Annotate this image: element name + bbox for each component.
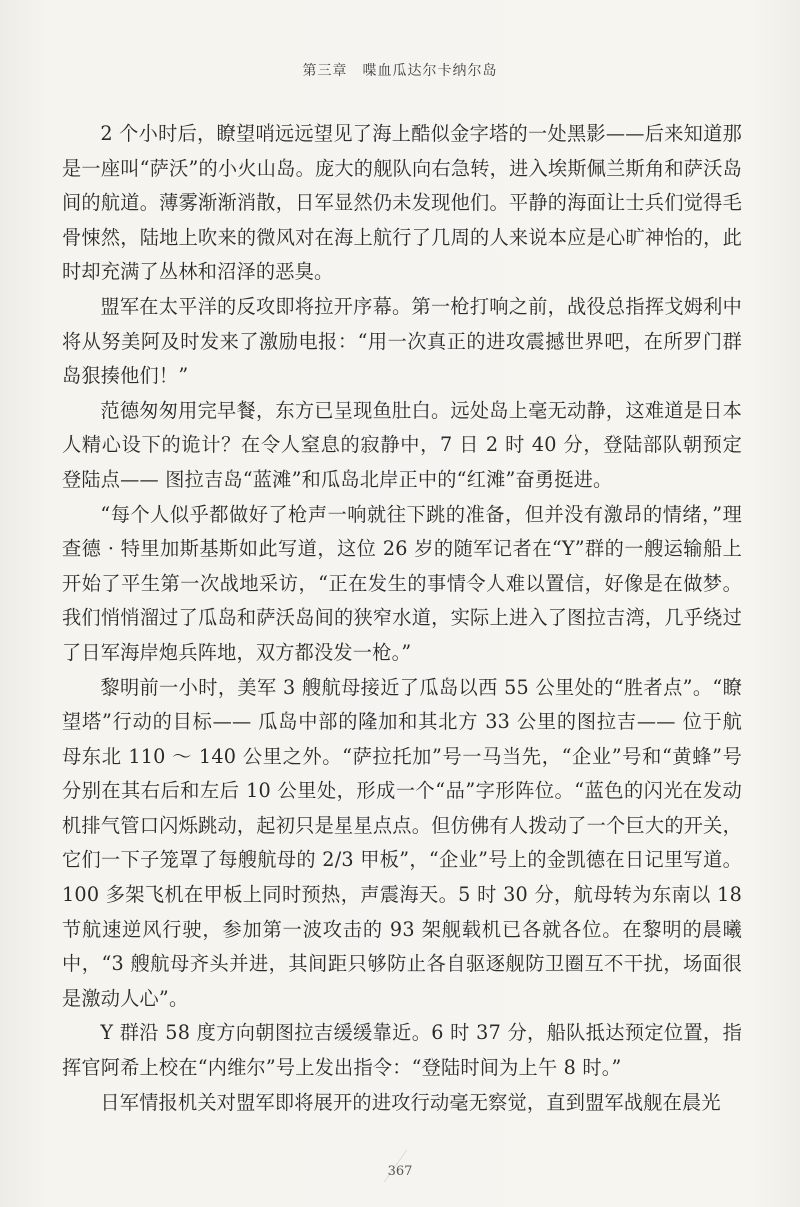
body-text: [62, 117, 742, 1120]
paragraph-6: Y 群沿 58 度方向朝图拉吉缓缓靠近。6 时 37 分，船队抵达预定位置，指挥官阿希上校在“内维尔”号上发出指令：“登陆时间为上午 8 时。”: [62, 1021, 742, 1080]
paragraph-5: 黎明前一小时，美军 3 艘航母接近了瓜岛以西 55 公里处的“胜者点”。“瞭望塔”行动的目标—— 瓜岛中部的隆加和其北方 33 公里的图拉吉—— 位于航母东北 110 ～ 140 公里之外。“萨拉托加”号一马当先，“企业”号和“黄蜂”号分别在其右后和左后 10 公里处，形成一个“品”字形阵位。“蓝色的闪光在发动机排气管口闪烁跳动，起初只是星星点点。但仿佛有人拨动了一个巨大的开关，它们一下子笼罩了每艘航母的 2/3 甲板”，“企业”号上的金凯德在日记里写道。100 多架飞机在甲板上同时预热，声震海天。5 时 30 分，航母转为东南以 18 节航速逆风行驶，参加第一波攻击的 93 架舰载机已各就各位。在黎明的晨曦中，“3 艘航母齐头并进，其间距只够防止各自驱逐舰防卫圈互不干扰，场面很是激动人心”。: [62, 675, 742, 1010]
page-number: 367: [387, 1164, 413, 1179]
paragraph-7: 日军情报机关对盟军即将展开的进攻行动毫无察觉，直到盟军战舰在晨光: [100, 1090, 721, 1114]
paragraph-4: “每个人似乎都做好了枪声一响就往下跳的准备，但并没有激昂的情绪，”理查德 · 特里加斯基斯如此写道，这位 26 岁的随军记者在“Y”群的一艘运输船上开始了平生第一次战地采访，“正在发生的事情令人难以置信，好像是在做梦。我们悄悄溜过了瓜岛和萨沃岛间的狭窄水道，实际上进入了图拉吉湾，几乎绕过了日军海岸炮兵阵地，双方都没发一枪。”: [62, 502, 742, 664]
running-head-chapter-title: 第三章 喋血瓜达尔卡纳尔岛: [302, 63, 498, 79]
paragraph-1: 2 个小时后，瞭望哨远远望见了海上酷似金字塔的一处黑影——后来知道那是一座叫“萨沃”的小火山岛。庞大的舰队向右急转，进入埃斯佩兰斯角和萨沃岛间的航道。薄雾渐渐消散，日军显然仍未发现他们。平静的海面让士兵们觉得毛骨悚然，陆地上吹来的微风对在海上航行了几周的人来说本应是心旷神怡的，此时却充满了丛林和沼泽的恶臭。: [62, 122, 742, 284]
paragraph-2: 盟军在太平洋的反攻即将拉开序幕。第一枪打响之前，战役总指挥戈姆利中将从努美阿及时发来了激励电报：“用一次真正的进攻震撼世界吧，在所罗门群岛狠揍他们！”: [62, 294, 742, 388]
paragraph-3: 范德匆匆用完早餐，东方已呈现鱼肚白。远处岛上毫无动静，这难道是日本人精心设下的诡计？在令人窒息的寂静中，7 日 2 时 40 分，登陆部队朝预定登陆点—— 图拉吉岛“蓝滩”和瓜岛北岸正中的“红滩”奋勇挺进。: [62, 398, 742, 491]
